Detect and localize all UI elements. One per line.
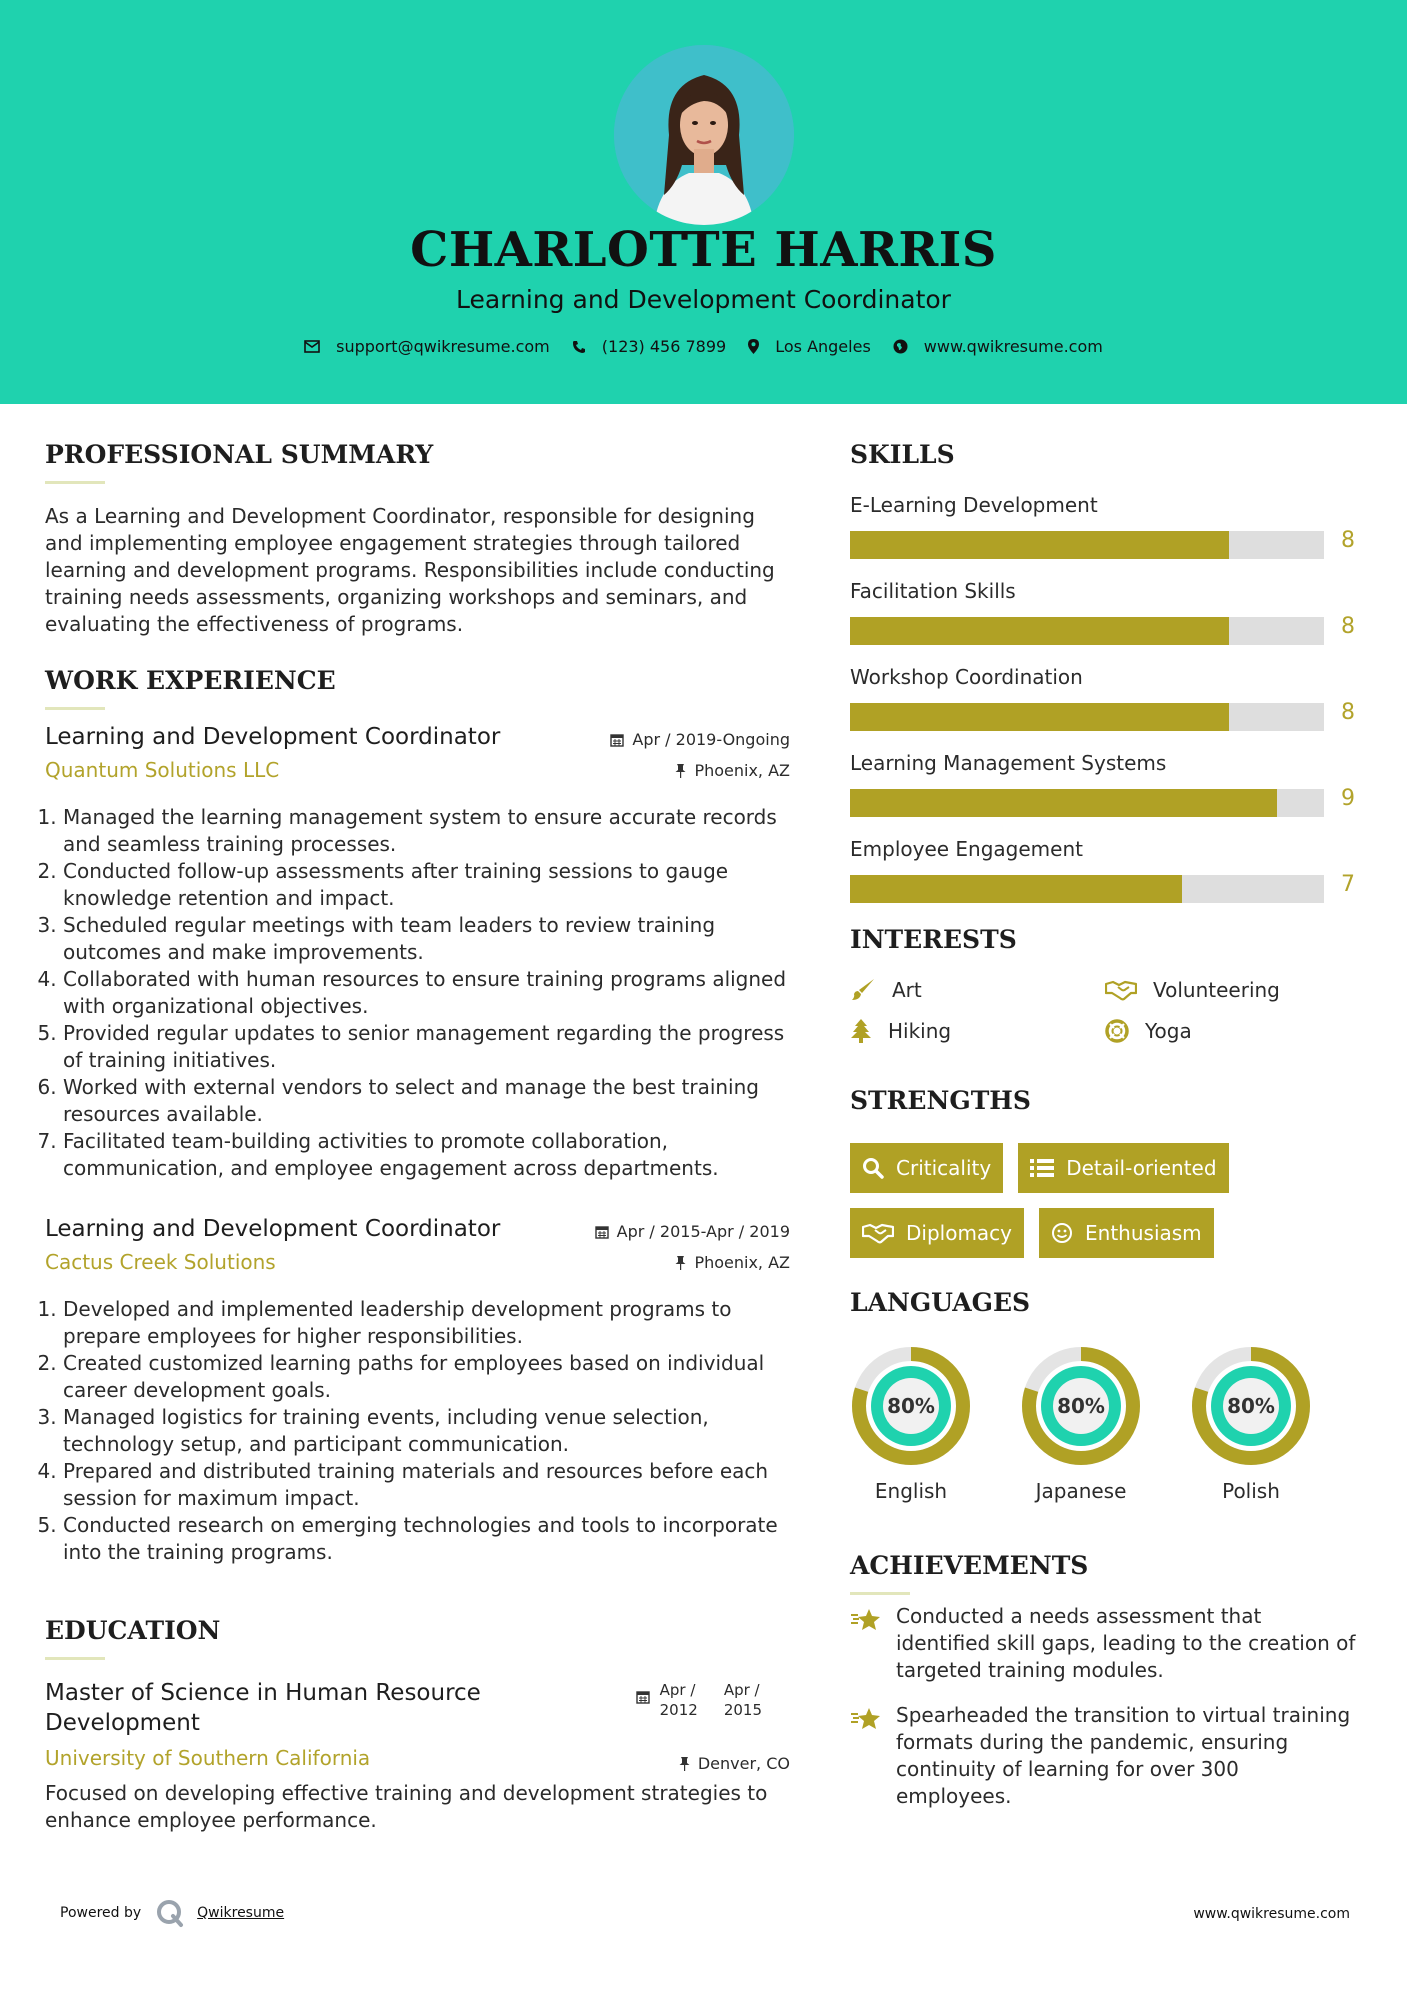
skill-name: Employee Engagement bbox=[850, 837, 1083, 861]
skill-bar-fill bbox=[850, 617, 1229, 645]
job-date-text: Apr / 2015-Apr / 2019 bbox=[616, 1222, 790, 1241]
interest-item bbox=[1105, 978, 1360, 1002]
search-icon bbox=[862, 1157, 884, 1179]
list-item: 2. Created customized learning paths for employees based on individual career development goals. bbox=[63, 1350, 790, 1404]
strength-tag bbox=[850, 1208, 1024, 1258]
skill-score: 7 bbox=[1341, 872, 1355, 897]
phone-text: (123) 456 7899 bbox=[601, 337, 727, 356]
pin-icon bbox=[679, 1757, 690, 1771]
achievement-item bbox=[850, 1603, 1360, 1684]
contact-email[interactable] bbox=[304, 337, 550, 356]
handshake-icon bbox=[1105, 979, 1137, 1001]
strength-label: Criticality bbox=[896, 1156, 992, 1180]
achievement-text: Spearheaded the transition to virtual training formats during the pandemic, ensuring continuity of learning for over 300 employees. bbox=[896, 1703, 1351, 1808]
contact-phone[interactable] bbox=[572, 337, 726, 356]
strengths-list bbox=[850, 1143, 1360, 1258]
lifebuoy-icon bbox=[1105, 1019, 1129, 1043]
language-percent: 80% bbox=[887, 1394, 935, 1418]
pin-icon bbox=[675, 764, 686, 778]
language-donut bbox=[850, 1345, 972, 1467]
skill-name: Learning Management Systems bbox=[850, 751, 1167, 775]
job-date-text: Apr / 2019-Ongoing bbox=[632, 730, 790, 749]
skill-bar bbox=[850, 617, 1324, 645]
candidate-role: Learning and Development Coordinator bbox=[456, 285, 951, 314]
job-entry bbox=[45, 1216, 790, 1566]
language-item bbox=[850, 1345, 1020, 1503]
education-location bbox=[679, 1754, 790, 1773]
strengths-heading: STRENGTHS bbox=[850, 1086, 1031, 1115]
skill-score: 9 bbox=[1341, 786, 1355, 811]
job-entry bbox=[45, 724, 790, 1182]
skill-name: Workshop Coordination bbox=[850, 665, 1083, 689]
education-heading: EDUCATION bbox=[45, 1616, 221, 1645]
location-text: Los Angeles bbox=[775, 337, 871, 356]
phone-icon bbox=[572, 340, 586, 354]
language-percent: 80% bbox=[1227, 1394, 1275, 1418]
interest-label: Volunteering bbox=[1153, 978, 1280, 1002]
achievements-list bbox=[850, 1603, 1360, 1810]
list-item: 6. Worked with external vendors to select and manage the best training resources available. bbox=[63, 1074, 790, 1128]
left-column bbox=[45, 440, 790, 1834]
tree-icon bbox=[850, 1018, 872, 1044]
skill-bar bbox=[850, 789, 1324, 817]
education-location-text: Denver, CO bbox=[697, 1754, 790, 1773]
skills-list bbox=[850, 493, 1360, 923]
skill-bar-fill bbox=[850, 531, 1229, 559]
globe-icon bbox=[893, 339, 908, 354]
interest-item bbox=[850, 978, 1105, 1002]
strength-tag bbox=[1018, 1143, 1228, 1193]
qwikresume-link[interactable]: Qwikresume bbox=[197, 1905, 285, 1921]
education-date bbox=[636, 1680, 762, 1720]
date-end-line: Apr / bbox=[723, 1681, 760, 1699]
skill-bar bbox=[850, 875, 1324, 903]
skill-name: Facilitation Skills bbox=[850, 579, 1016, 603]
section-divider bbox=[45, 1657, 105, 1660]
section-divider bbox=[45, 481, 105, 484]
footer-powered-by bbox=[60, 1898, 284, 1928]
email-text: support@qwikresume.com bbox=[336, 337, 550, 356]
powered-by-text: Powered by bbox=[60, 1905, 142, 1921]
school-name: University of Southern California bbox=[45, 1746, 371, 1770]
handshake-icon bbox=[862, 1222, 894, 1244]
language-item bbox=[1020, 1345, 1190, 1503]
list-item: 7. Facilitated team-building activities to promote collaboration, communication, and employee engagement across departments. bbox=[63, 1128, 790, 1182]
language-donut bbox=[1190, 1345, 1312, 1467]
language-name: Japanese bbox=[1035, 1479, 1127, 1503]
list-item: 5. Conducted research on emerging technologies and tools to incorporate into the training programs. bbox=[63, 1512, 790, 1566]
skill-bar bbox=[850, 531, 1324, 559]
skill-row bbox=[850, 579, 1360, 665]
date-start-line: 2012 bbox=[659, 1701, 698, 1719]
interest-item bbox=[850, 1018, 1105, 1044]
calendar-icon bbox=[636, 1690, 650, 1704]
job-location bbox=[675, 761, 790, 780]
footer-website[interactable]: www.qwikresume.com bbox=[1193, 1906, 1350, 1922]
envelope-icon bbox=[304, 340, 320, 353]
website-text: www.qwikresume.com bbox=[923, 337, 1103, 356]
job-date bbox=[610, 730, 790, 749]
list-icon bbox=[1030, 1158, 1054, 1178]
paintbrush-icon bbox=[850, 978, 876, 1002]
strength-label: Diplomacy bbox=[906, 1221, 1013, 1245]
header-banner bbox=[0, 0, 1407, 404]
candidate-name: CHARLOTTE HARRIS bbox=[410, 222, 997, 278]
skill-bar-fill bbox=[850, 875, 1182, 903]
achievement-text: Conducted a needs assessment that identified skill gaps, leading to the creation of targeted training modules. bbox=[896, 1604, 1356, 1682]
job-title: Learning and Development Coordinator bbox=[45, 1216, 501, 1242]
degree-title: Master of Science in Human Resource Development bbox=[45, 1680, 481, 1736]
list-item: 3. Scheduled regular meetings with team leaders to review training outcomes and make improvements. bbox=[63, 912, 790, 966]
job-company: Cactus Creek Solutions bbox=[45, 1250, 276, 1274]
right-column bbox=[850, 440, 1360, 1828]
interests-list bbox=[850, 978, 1360, 1044]
strength-label: Detail-oriented bbox=[1066, 1156, 1217, 1180]
interests-heading: INTERESTS bbox=[850, 925, 1017, 954]
job-title: Learning and Development Coordinator bbox=[45, 724, 501, 750]
language-item bbox=[1190, 1345, 1360, 1503]
list-item: 5. Provided regular updates to senior management regarding the progress of training initiatives. bbox=[63, 1020, 790, 1074]
job-location-text: Phoenix, AZ bbox=[694, 761, 790, 780]
skill-score: 8 bbox=[1341, 700, 1355, 725]
list-item: 1. Developed and implemented leadership development programs to prepare employees for higher responsibilities. bbox=[63, 1296, 790, 1350]
language-name: Polish bbox=[1222, 1479, 1280, 1503]
skill-row bbox=[850, 751, 1360, 837]
skill-name: E-Learning Development bbox=[850, 493, 1098, 517]
contact-location bbox=[748, 337, 871, 356]
star-icon bbox=[850, 1607, 882, 1633]
education-description: Focused on developing effective training and development strategies to enhance employee performance. bbox=[45, 1781, 768, 1832]
list-item: 1. Managed the learning management system to ensure accurate records and seamless training processes. bbox=[63, 804, 790, 858]
skills-heading: SKILLS bbox=[850, 440, 955, 469]
skill-bar bbox=[850, 703, 1324, 731]
date-start bbox=[660, 1680, 698, 1720]
skill-row bbox=[850, 493, 1360, 579]
job-location-text: Phoenix, AZ bbox=[694, 1253, 790, 1272]
contact-bar bbox=[0, 337, 1407, 356]
date-end-line: 2015 bbox=[723, 1701, 762, 1719]
qwikresume-logo-icon bbox=[155, 1898, 185, 1928]
skill-score: 8 bbox=[1341, 614, 1355, 639]
summary-text: As a Learning and Development Coordinator, responsible for designing and implementing employee engagement strategies through tailored learning and development programs. Responsibilities include conducting training needs assessments, organizing workshops and seminars, and evaluating the effectiveness of programs. bbox=[45, 504, 775, 636]
job-company: Quantum Solutions LLC bbox=[45, 758, 280, 782]
pin-icon bbox=[675, 1256, 686, 1270]
date-start-line: Apr / bbox=[659, 1681, 696, 1699]
interest-item bbox=[1105, 1018, 1360, 1044]
contact-website[interactable] bbox=[893, 337, 1103, 356]
calendar-icon bbox=[595, 1225, 609, 1239]
calendar-icon bbox=[610, 733, 624, 747]
achievements-heading: ACHIEVEMENTS bbox=[850, 1551, 1089, 1580]
list-item: 4. Prepared and distributed training materials and resources before each session for maximum impact. bbox=[63, 1458, 790, 1512]
skill-row bbox=[850, 837, 1360, 923]
language-percent: 80% bbox=[1057, 1394, 1105, 1418]
summary-heading: PROFESSIONAL SUMMARY bbox=[45, 440, 434, 469]
languages-list bbox=[850, 1345, 1360, 1503]
skill-score: 8 bbox=[1341, 528, 1355, 553]
star-icon bbox=[850, 1706, 882, 1732]
smile-icon bbox=[1051, 1222, 1073, 1244]
section-divider bbox=[45, 707, 105, 710]
list-item: 4. Collaborated with human resources to ensure training programs aligned with organizational objectives. bbox=[63, 966, 790, 1020]
job-date bbox=[595, 1222, 790, 1241]
skill-bar-fill bbox=[850, 789, 1277, 817]
job-bullets bbox=[45, 804, 790, 1182]
skill-row bbox=[850, 665, 1360, 751]
interest-label: Hiking bbox=[888, 1019, 952, 1043]
strength-tag bbox=[1039, 1208, 1214, 1258]
profile-photo bbox=[614, 45, 794, 225]
experience-heading: WORK EXPERIENCE bbox=[45, 666, 336, 695]
strength-label: Enthusiasm bbox=[1085, 1221, 1202, 1245]
avatar bbox=[614, 45, 794, 225]
list-item: 2. Conducted follow-up assessments after training sessions to gauge knowledge retention and impact. bbox=[63, 858, 790, 912]
interest-label: Yoga bbox=[1145, 1019, 1192, 1043]
job-location bbox=[675, 1253, 790, 1272]
list-item: 3. Managed logistics for training events, including venue selection, technology setup, and participant communication. bbox=[63, 1404, 790, 1458]
section-divider bbox=[850, 1592, 910, 1595]
achievement-item bbox=[850, 1702, 1360, 1810]
language-donut bbox=[1020, 1345, 1142, 1467]
map-marker-icon bbox=[748, 339, 759, 354]
date-end bbox=[724, 1680, 762, 1720]
language-name: English bbox=[874, 1479, 948, 1503]
interest-label: Art bbox=[892, 978, 922, 1002]
strength-tag bbox=[850, 1143, 1003, 1193]
job-bullets bbox=[45, 1296, 790, 1566]
skill-bar-fill bbox=[850, 703, 1229, 731]
education-entry bbox=[45, 1678, 790, 1834]
languages-heading: LANGUAGES bbox=[850, 1288, 1031, 1317]
